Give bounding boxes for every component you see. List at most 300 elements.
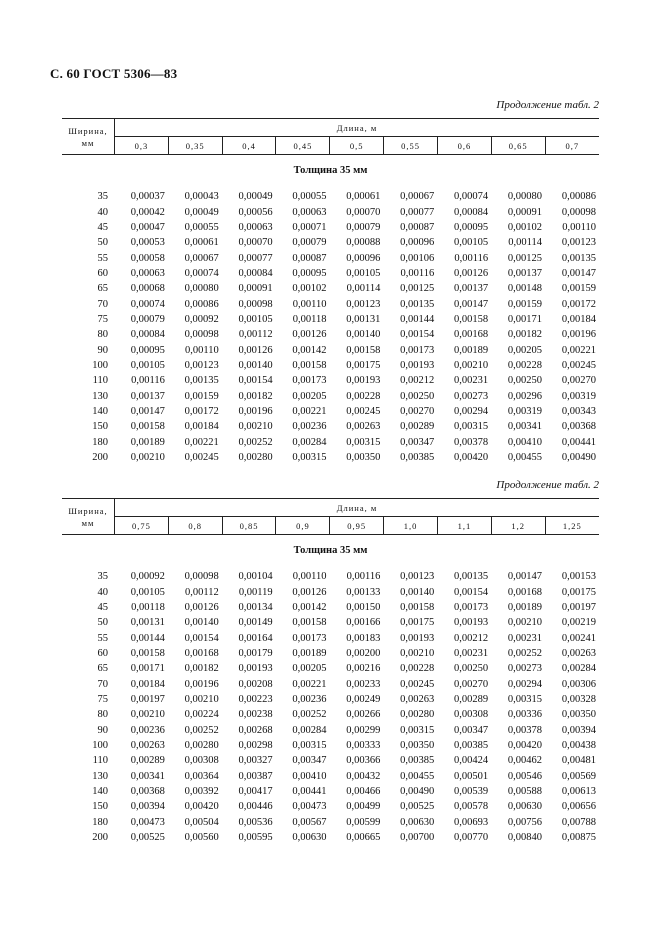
value-cell: 0,00595 bbox=[238, 832, 273, 844]
value-cell: 0,00125 bbox=[400, 283, 435, 295]
length-column-header: 1,25 bbox=[545, 517, 599, 535]
width-cell: 80 bbox=[97, 329, 108, 341]
value-cell: 0,00131 bbox=[346, 313, 381, 325]
value-cell: 0,00350 bbox=[346, 452, 381, 464]
value-cell: 0,00341 bbox=[130, 770, 165, 782]
value-cell: 0,00366 bbox=[346, 755, 381, 767]
value-cell: 0,00193 bbox=[454, 617, 489, 629]
value-cell: 0,00756 bbox=[507, 816, 542, 828]
table-row bbox=[62, 388, 599, 403]
value-cell: 0,00299 bbox=[346, 724, 381, 736]
value-cell: 0,00578 bbox=[454, 801, 489, 813]
value-cell: 0,00280 bbox=[184, 739, 219, 751]
value-cell: 0,00205 bbox=[292, 390, 327, 402]
value-cell: 0,00245 bbox=[400, 678, 435, 690]
table-row bbox=[62, 327, 599, 342]
width-cell: 75 bbox=[97, 693, 108, 705]
width-cell: 110 bbox=[92, 755, 108, 767]
value-cell: 0,00123 bbox=[346, 298, 381, 310]
width-cell: 70 bbox=[97, 678, 108, 690]
table-row bbox=[62, 235, 599, 250]
value-cell: 0,00158 bbox=[292, 617, 327, 629]
width-cell: 70 bbox=[97, 298, 108, 310]
value-cell: 0,00273 bbox=[454, 390, 489, 402]
value-cell: 0,00613 bbox=[561, 785, 596, 797]
value-cell: 0,00208 bbox=[238, 678, 273, 690]
value-cell: 0,00378 bbox=[454, 436, 489, 448]
value-cell: 0,00182 bbox=[507, 329, 542, 341]
value-cell: 0,00147 bbox=[130, 405, 165, 417]
value-cell: 0,00499 bbox=[346, 801, 381, 813]
table-row bbox=[62, 419, 599, 434]
value-cell: 0,00221 bbox=[292, 678, 327, 690]
width-cell: 100 bbox=[92, 739, 108, 751]
value-cell: 0,00245 bbox=[346, 405, 381, 417]
value-cell: 0,00168 bbox=[507, 586, 542, 598]
length-column-header: 0,7 bbox=[545, 137, 599, 155]
value-cell: 0,00347 bbox=[400, 436, 435, 448]
width-cell: 45 bbox=[97, 601, 108, 613]
table-row bbox=[62, 753, 599, 768]
table-header bbox=[62, 498, 599, 535]
value-cell: 0,00420 bbox=[454, 452, 489, 464]
value-cell: 0,00420 bbox=[507, 739, 542, 751]
value-cell: 0,00067 bbox=[400, 191, 435, 203]
value-cell: 0,00296 bbox=[507, 390, 542, 402]
width-cell: 90 bbox=[97, 724, 108, 736]
value-cell: 0,00341 bbox=[507, 421, 542, 433]
value-cell: 0,00350 bbox=[400, 739, 435, 751]
value-cell: 0,00394 bbox=[561, 724, 596, 736]
value-cell: 0,00210 bbox=[454, 359, 489, 371]
value-cell: 0,00536 bbox=[238, 816, 273, 828]
value-cell: 0,00168 bbox=[184, 647, 219, 659]
value-cell: 0,00153 bbox=[561, 571, 596, 583]
value-cell: 0,00098 bbox=[184, 329, 219, 341]
value-cell: 0,00159 bbox=[184, 390, 219, 402]
value-cell: 0,00173 bbox=[400, 344, 435, 356]
value-cell: 0,00147 bbox=[507, 571, 542, 583]
value-cell: 0,00140 bbox=[184, 617, 219, 629]
value-cell: 0,00063 bbox=[130, 267, 165, 279]
value-cell: 0,00126 bbox=[292, 586, 327, 598]
value-cell: 0,00140 bbox=[400, 586, 435, 598]
value-cell: 0,00392 bbox=[184, 785, 219, 797]
value-cell: 0,00047 bbox=[130, 221, 165, 233]
table-row bbox=[62, 584, 599, 599]
value-cell: 0,00086 bbox=[184, 298, 219, 310]
value-cell: 0,00328 bbox=[561, 693, 596, 705]
value-cell: 0,00154 bbox=[184, 632, 219, 644]
value-cell: 0,00270 bbox=[454, 678, 489, 690]
value-cell: 0,00504 bbox=[184, 816, 219, 828]
width-cell: 55 bbox=[97, 632, 108, 644]
table-row bbox=[62, 707, 599, 722]
table-row bbox=[62, 768, 599, 783]
value-cell: 0,00088 bbox=[346, 237, 381, 249]
width-cell: 40 bbox=[97, 206, 108, 218]
value-cell: 0,00118 bbox=[131, 601, 165, 613]
value-cell: 0,00092 bbox=[184, 313, 219, 325]
value-cell: 0,00193 bbox=[400, 632, 435, 644]
width-cell: 50 bbox=[97, 237, 108, 249]
value-cell: 0,00074 bbox=[130, 298, 165, 310]
value-cell: 0,00182 bbox=[184, 663, 219, 675]
value-cell: 0,00294 bbox=[507, 678, 542, 690]
length-column-header: 0,75 bbox=[131, 520, 151, 531]
width-cell: 35 bbox=[97, 191, 108, 203]
value-cell: 0,00228 bbox=[346, 390, 381, 402]
width-cell: 180 bbox=[92, 436, 108, 448]
value-cell: 0,00098 bbox=[238, 298, 273, 310]
value-cell: 0,00210 bbox=[130, 452, 165, 464]
value-cell: 0,00410 bbox=[507, 436, 542, 448]
value-cell: 0,00189 bbox=[292, 647, 327, 659]
value-cell: 0,00378 bbox=[507, 724, 542, 736]
value-cell: 0,00196 bbox=[561, 329, 596, 341]
value-cell: 0,00212 bbox=[454, 632, 489, 644]
value-cell: 0,00074 bbox=[454, 191, 489, 203]
value-cell: 0,00315 bbox=[507, 693, 542, 705]
value-cell: 0,00043 bbox=[184, 191, 219, 203]
value-cell: 0,00084 bbox=[238, 267, 273, 279]
table-row bbox=[62, 296, 599, 311]
value-cell: 0,00466 bbox=[346, 785, 381, 797]
value-cell: 0,00055 bbox=[292, 191, 327, 203]
width-cell: 40 bbox=[97, 586, 108, 598]
value-cell: 0,00080 bbox=[507, 191, 542, 203]
length-column-header: 0,8 bbox=[168, 517, 222, 535]
width-unit: мм bbox=[81, 517, 95, 528]
value-cell: 0,00569 bbox=[561, 770, 596, 782]
value-cell: 0,00095 bbox=[130, 344, 165, 356]
value-cell: 0,00630 bbox=[400, 816, 435, 828]
value-cell: 0,00280 bbox=[238, 452, 273, 464]
value-cell: 0,00473 bbox=[130, 816, 165, 828]
value-cell: 0,00125 bbox=[507, 252, 542, 264]
value-cell: 0,00189 bbox=[507, 601, 542, 613]
length-values-row bbox=[62, 137, 599, 155]
value-cell: 0,00135 bbox=[561, 252, 596, 264]
length-column-header: 0,6 bbox=[437, 137, 491, 155]
value-cell: 0,00347 bbox=[292, 755, 327, 767]
value-cell: 0,00250 bbox=[400, 390, 435, 402]
length-column-header: 0,3 bbox=[134, 140, 149, 151]
value-cell: 0,00084 bbox=[130, 329, 165, 341]
value-cell: 0,00368 bbox=[130, 785, 165, 797]
table-row bbox=[62, 738, 599, 753]
value-cell: 0,00077 bbox=[400, 206, 435, 218]
data-table bbox=[62, 569, 599, 845]
value-cell: 0,00098 bbox=[184, 571, 219, 583]
value-cell: 0,00154 bbox=[400, 329, 435, 341]
value-cell: 0,00137 bbox=[507, 267, 542, 279]
value-cell: 0,00284 bbox=[292, 436, 327, 448]
value-cell: 0,00112 bbox=[238, 329, 273, 341]
value-cell: 0,00250 bbox=[507, 375, 542, 387]
table-row bbox=[62, 646, 599, 661]
value-cell: 0,00233 bbox=[346, 678, 381, 690]
value-cell: 0,00394 bbox=[130, 801, 165, 813]
value-cell: 0,00501 bbox=[454, 770, 489, 782]
value-cell: 0,00116 bbox=[454, 252, 489, 264]
width-cell: 130 bbox=[92, 770, 108, 782]
value-cell: 0,00284 bbox=[561, 663, 596, 675]
table-row bbox=[62, 799, 599, 814]
value-cell: 0,00061 bbox=[184, 237, 219, 249]
value-cell: 0,00110 bbox=[292, 298, 327, 310]
width-cell: 110 bbox=[92, 375, 108, 387]
value-cell: 0,00231 bbox=[454, 375, 489, 387]
value-cell: 0,00490 bbox=[561, 452, 596, 464]
table-row bbox=[62, 358, 599, 373]
value-cell: 0,00102 bbox=[292, 283, 327, 295]
value-cell: 0,00252 bbox=[292, 709, 327, 721]
value-cell: 0,00252 bbox=[184, 724, 219, 736]
table-row bbox=[62, 815, 599, 830]
value-cell: 0,00333 bbox=[346, 739, 381, 751]
table-row bbox=[62, 676, 599, 691]
value-cell: 0,00420 bbox=[184, 801, 219, 813]
value-cell: 0,00058 bbox=[130, 252, 165, 264]
width-header bbox=[62, 119, 115, 155]
width-cell: 60 bbox=[97, 267, 108, 279]
value-cell: 0,00432 bbox=[346, 770, 381, 782]
value-cell: 0,00105 bbox=[454, 237, 489, 249]
value-cell: 0,00315 bbox=[346, 436, 381, 448]
value-cell: 0,00221 bbox=[561, 344, 596, 356]
value-cell: 0,00116 bbox=[400, 267, 435, 279]
value-cell: 0,00197 bbox=[130, 693, 165, 705]
length-column-header: 0,4 bbox=[222, 137, 276, 155]
value-cell: 0,00319 bbox=[507, 405, 542, 417]
value-cell: 0,00263 bbox=[346, 421, 381, 433]
value-cell: 0,00110 bbox=[292, 571, 327, 583]
value-cell: 0,00270 bbox=[400, 405, 435, 417]
value-cell: 0,00140 bbox=[238, 359, 273, 371]
value-cell: 0,00249 bbox=[346, 693, 381, 705]
value-cell: 0,00221 bbox=[184, 436, 219, 448]
table-row bbox=[62, 615, 599, 630]
value-cell: 0,00289 bbox=[130, 755, 165, 767]
value-cell: 0,00306 bbox=[561, 678, 596, 690]
width-cell: 200 bbox=[92, 452, 108, 464]
value-cell: 0,00455 bbox=[400, 770, 435, 782]
page-header: С. 60 ГОСТ 5306—83 bbox=[50, 66, 178, 81]
width-cell: 35 bbox=[97, 571, 108, 583]
value-cell: 0,00079 bbox=[130, 313, 165, 325]
value-cell: 0,00630 bbox=[292, 832, 327, 844]
value-cell: 0,00343 bbox=[561, 405, 596, 417]
value-cell: 0,00171 bbox=[130, 663, 165, 675]
value-cell: 0,00114 bbox=[508, 237, 542, 249]
table-row bbox=[62, 266, 599, 281]
value-cell: 0,00102 bbox=[507, 221, 542, 233]
value-cell: 0,00184 bbox=[184, 421, 219, 433]
value-cell: 0,00189 bbox=[454, 344, 489, 356]
value-cell: 0,00123 bbox=[561, 237, 596, 249]
table-block-1 bbox=[62, 118, 599, 465]
value-cell: 0,00091 bbox=[507, 206, 542, 218]
value-cell: 0,00446 bbox=[238, 801, 273, 813]
value-cell: 0,00250 bbox=[454, 663, 489, 675]
value-cell: 0,00110 bbox=[185, 344, 219, 356]
width-unit: мм bbox=[81, 137, 95, 148]
value-cell: 0,00061 bbox=[346, 191, 381, 203]
table-row bbox=[62, 450, 599, 465]
value-cell: 0,00205 bbox=[507, 344, 542, 356]
value-cell: 0,00350 bbox=[561, 709, 596, 721]
value-cell: 0,00289 bbox=[400, 421, 435, 433]
width-cell: 200 bbox=[92, 832, 108, 844]
value-cell: 0,00210 bbox=[238, 421, 273, 433]
width-cell: 90 bbox=[97, 344, 108, 356]
table-row bbox=[62, 692, 599, 707]
value-cell: 0,00231 bbox=[454, 647, 489, 659]
length-column-header: 0,35 bbox=[168, 137, 222, 155]
length-column-header: 0,95 bbox=[330, 517, 384, 535]
value-cell: 0,00172 bbox=[184, 405, 219, 417]
value-cell: 0,00158 bbox=[130, 647, 165, 659]
table-row bbox=[62, 312, 599, 327]
value-cell: 0,00347 bbox=[454, 724, 489, 736]
value-cell: 0,00123 bbox=[400, 571, 435, 583]
continuation-label: Продолжение табл. 2 bbox=[496, 99, 599, 111]
value-cell: 0,00266 bbox=[346, 709, 381, 721]
value-cell: 0,00068 bbox=[130, 283, 165, 295]
value-cell: 0,00252 bbox=[507, 647, 542, 659]
table-row bbox=[62, 404, 599, 419]
table-row bbox=[62, 630, 599, 645]
value-cell: 0,00315 bbox=[400, 724, 435, 736]
value-cell: 0,00137 bbox=[130, 390, 165, 402]
value-cell: 0,00114 bbox=[346, 283, 381, 295]
length-column-header: 0,65 bbox=[491, 137, 545, 155]
value-cell: 0,00126 bbox=[238, 344, 273, 356]
value-cell: 0,00135 bbox=[184, 375, 219, 387]
value-cell: 0,00263 bbox=[130, 739, 165, 751]
value-cell: 0,00133 bbox=[346, 586, 381, 598]
width-cell: 55 bbox=[97, 252, 108, 264]
value-cell: 0,00084 bbox=[454, 206, 489, 218]
value-cell: 0,00481 bbox=[561, 755, 596, 767]
value-cell: 0,00236 bbox=[292, 421, 327, 433]
value-cell: 0,00147 bbox=[454, 298, 489, 310]
table-row bbox=[62, 342, 599, 357]
width-cell: 130 bbox=[92, 390, 108, 402]
value-cell: 0,00126 bbox=[292, 329, 327, 341]
width-cell: 75 bbox=[97, 313, 108, 325]
value-cell: 0,00221 bbox=[292, 405, 327, 417]
value-cell: 0,00473 bbox=[292, 801, 327, 813]
value-cell: 0,00070 bbox=[238, 237, 273, 249]
value-cell: 0,00216 bbox=[346, 663, 381, 675]
value-cell: 0,00656 bbox=[561, 801, 596, 813]
value-cell: 0,00166 bbox=[346, 617, 381, 629]
value-cell: 0,00385 bbox=[400, 452, 435, 464]
value-cell: 0,00105 bbox=[346, 267, 381, 279]
value-cell: 0,00056 bbox=[238, 206, 273, 218]
table-row bbox=[62, 435, 599, 450]
value-cell: 0,00134 bbox=[238, 601, 273, 613]
value-cell: 0,00223 bbox=[238, 693, 273, 705]
length-column-header: 1,2 bbox=[491, 517, 545, 535]
value-cell: 0,00875 bbox=[561, 832, 596, 844]
width-cell: 180 bbox=[92, 816, 108, 828]
value-cell: 0,00193 bbox=[238, 663, 273, 675]
table-row bbox=[62, 204, 599, 219]
value-cell: 0,00588 bbox=[507, 785, 542, 797]
value-cell: 0,00137 bbox=[454, 283, 489, 295]
table-row bbox=[62, 722, 599, 737]
value-cell: 0,00142 bbox=[292, 344, 327, 356]
value-cell: 0,00172 bbox=[561, 298, 596, 310]
value-cell: 0,00196 bbox=[184, 678, 219, 690]
value-cell: 0,00158 bbox=[400, 601, 435, 613]
value-cell: 0,00315 bbox=[454, 421, 489, 433]
value-cell: 0,00424 bbox=[454, 755, 489, 767]
value-cell: 0,00224 bbox=[184, 709, 219, 721]
value-cell: 0,00184 bbox=[561, 313, 596, 325]
width-cell: 60 bbox=[97, 647, 108, 659]
value-cell: 0,00268 bbox=[238, 724, 273, 736]
value-cell: 0,00245 bbox=[184, 452, 219, 464]
value-cell: 0,00236 bbox=[292, 693, 327, 705]
value-cell: 0,00315 bbox=[292, 739, 327, 751]
value-cell: 0,00200 bbox=[346, 647, 381, 659]
value-cell: 0,00049 bbox=[184, 206, 219, 218]
value-cell: 0,00770 bbox=[454, 832, 489, 844]
value-cell: 0,00599 bbox=[346, 816, 381, 828]
value-cell: 0,00263 bbox=[561, 647, 596, 659]
width-cell: 150 bbox=[92, 801, 108, 813]
value-cell: 0,00193 bbox=[400, 359, 435, 371]
value-cell: 0,00327 bbox=[238, 755, 273, 767]
width-label: Ширина, bbox=[68, 505, 108, 516]
table-row bbox=[62, 250, 599, 265]
value-cell: 0,00053 bbox=[130, 237, 165, 249]
value-cell: 0,00149 bbox=[238, 617, 273, 629]
value-cell: 0,00150 bbox=[346, 601, 381, 613]
value-cell: 0,00119 bbox=[238, 586, 273, 598]
table-row bbox=[62, 569, 599, 584]
data-table bbox=[62, 189, 599, 465]
value-cell: 0,00164 bbox=[238, 632, 273, 644]
value-cell: 0,00106 bbox=[400, 252, 435, 264]
value-cell: 0,00175 bbox=[561, 586, 596, 598]
value-cell: 0,00135 bbox=[454, 571, 489, 583]
value-cell: 0,00700 bbox=[400, 832, 435, 844]
value-cell: 0,00315 bbox=[292, 452, 327, 464]
value-cell: 0,00212 bbox=[400, 375, 435, 387]
width-cell: 140 bbox=[92, 405, 108, 417]
width-cell: 140 bbox=[92, 785, 108, 797]
value-cell: 0,00210 bbox=[184, 693, 219, 705]
value-cell: 0,00158 bbox=[454, 313, 489, 325]
value-cell: 0,00308 bbox=[184, 755, 219, 767]
value-cell: 0,00197 bbox=[561, 601, 596, 613]
value-cell: 0,00241 bbox=[561, 632, 596, 644]
value-cell: 0,00788 bbox=[561, 816, 596, 828]
value-cell: 0,00546 bbox=[507, 770, 542, 782]
length-values-row bbox=[62, 517, 599, 535]
value-cell: 0,00630 bbox=[507, 801, 542, 813]
value-cell: 0,00245 bbox=[561, 359, 596, 371]
value-cell: 0,00158 bbox=[292, 359, 327, 371]
width-cell: 65 bbox=[97, 663, 108, 675]
value-cell: 0,00410 bbox=[292, 770, 327, 782]
value-cell: 0,00144 bbox=[130, 632, 165, 644]
